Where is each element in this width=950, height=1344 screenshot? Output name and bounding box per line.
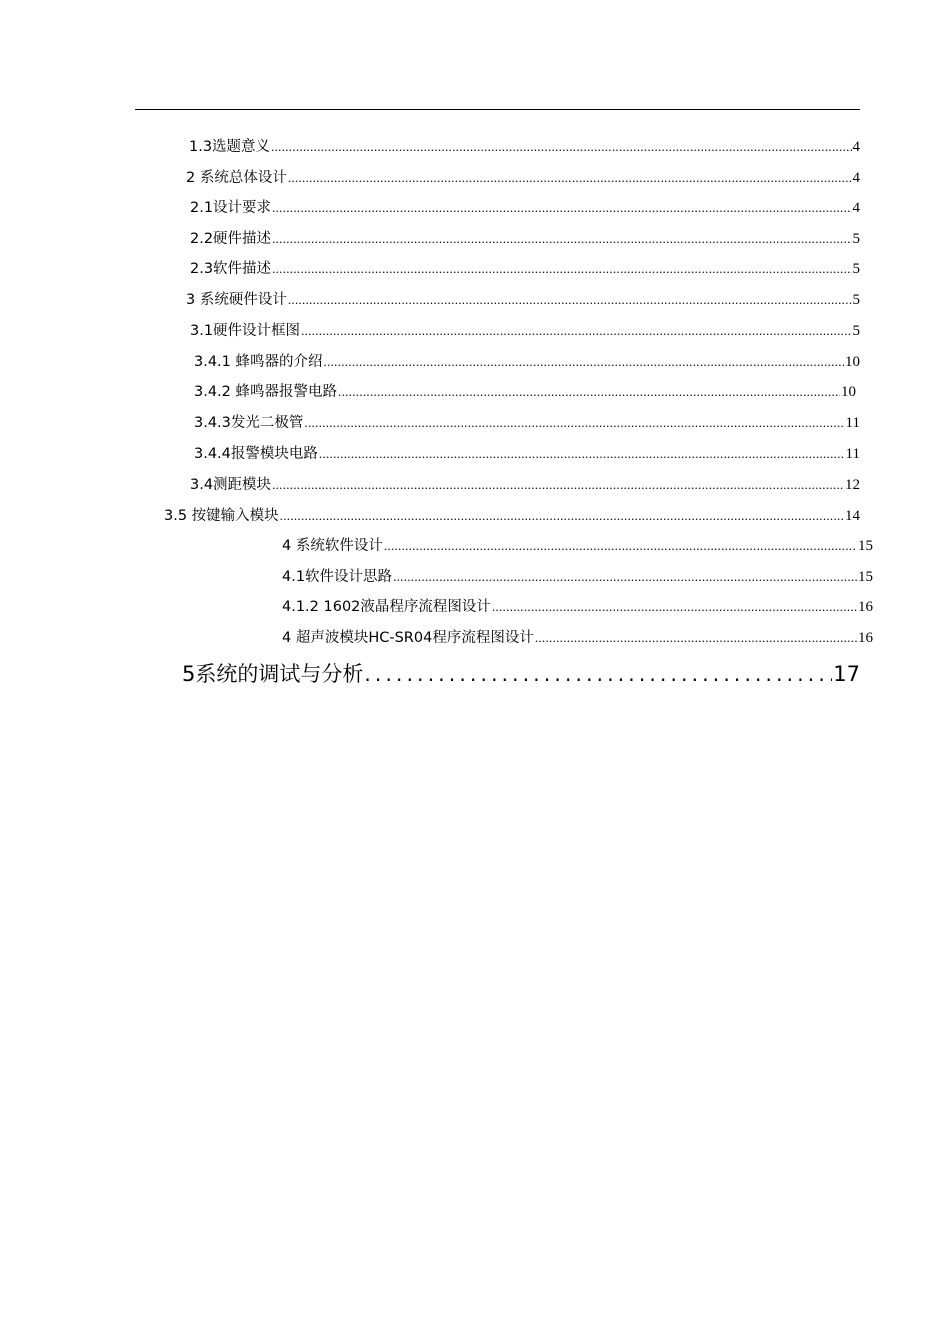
toc-page-number: 5 [852, 323, 860, 339]
toc-entry-4-hc-sr04[interactable] [282, 627, 873, 649]
toc-entry-label: 3.5 按键输入模块 [164, 508, 279, 524]
toc-page-number: 10 [841, 384, 856, 400]
toc-entry-2-3[interactable] [190, 258, 860, 280]
toc-page-number: 15 [858, 538, 873, 554]
toc-page-number: 16 [858, 630, 873, 646]
toc-dot-leader [301, 320, 851, 342]
toc-dot-leader [304, 412, 844, 434]
toc-page-number: 11 [845, 446, 860, 462]
header-rule [135, 109, 860, 110]
toc-dot-leader [393, 566, 857, 588]
toc-entry-label: 2 系统总体设计 [186, 170, 287, 186]
toc-dot-leader [271, 136, 851, 158]
toc-entry-label: 3.1硬件设计框图 [190, 323, 301, 339]
toc-entry-label: 3.4.4报警模块电路 [194, 446, 318, 462]
toc-entry-label: 2.3软件描述 [190, 261, 272, 277]
toc-dot-leader [272, 474, 844, 496]
toc-entry-2[interactable] [186, 167, 860, 189]
toc-dot-leader [338, 381, 840, 403]
toc-entry-3-4-1[interactable] [194, 351, 860, 373]
toc-page-number: 16 [858, 599, 873, 615]
toc-dot-leader [384, 535, 857, 557]
toc-entry-4-1[interactable] [282, 566, 873, 588]
toc-dot-leader [288, 289, 852, 311]
toc-dot-leader [535, 627, 857, 649]
toc-page-number: 4 [852, 170, 860, 186]
toc-entry-label: 4.1.2 1602液晶程序流程图设计 [282, 599, 491, 615]
toc-page-number: 5 [852, 292, 860, 308]
toc-dot-leader [288, 167, 852, 189]
toc-entry-3-4-3[interactable] [194, 412, 860, 434]
toc-entry-3-4-2[interactable] [194, 381, 856, 403]
toc-entry-label: 4 系统软件设计 [282, 538, 383, 554]
toc-entry-3[interactable] [186, 289, 860, 311]
toc-entry-label: 3.4.2 蜂鸣器报警电路 [194, 384, 338, 400]
toc-entry-label: 3.4.1 蜂鸣器的介绍 [194, 354, 323, 370]
toc-entry-label: 2.2硬件描述 [190, 231, 272, 247]
toc-entry-2-2[interactable] [190, 228, 860, 250]
toc-entry-label: 4 超声波模块HC-SR04程序流程图设计 [282, 630, 534, 646]
toc-page-number: 5 [852, 261, 860, 277]
toc-entry-4[interactable] [282, 535, 873, 557]
toc-entry-3-1[interactable] [190, 320, 860, 342]
toc-entry-4-1-2[interactable] [282, 596, 873, 618]
toc-page-number: 11 [845, 415, 860, 431]
toc-page-number: 10 [845, 354, 860, 370]
toc-entry-label: 3.4.3发光二极管 [194, 415, 304, 431]
toc-entry-3-4[interactable] [190, 474, 860, 496]
toc-dot-leader [272, 258, 851, 280]
toc-entry-3-5[interactable] [164, 505, 860, 527]
toc-page-number: 4 [852, 200, 860, 216]
toc-entry-1-3[interactable] [189, 136, 860, 158]
toc-page-number: 4 [852, 139, 860, 155]
toc-dot-leader [280, 505, 844, 527]
toc-dot-leader [272, 197, 851, 219]
toc-entry-2-1[interactable] [190, 197, 860, 219]
toc-dot-leader [272, 228, 851, 250]
toc-entry-label: 5系统的调试与分析 [182, 662, 364, 686]
toc-dot-leader [319, 443, 845, 465]
toc-dot-leader [324, 351, 844, 373]
toc-dot-leader [492, 596, 857, 618]
toc-entry-label: 3 系统硬件设计 [186, 292, 287, 308]
toc-page-number: 5 [852, 231, 860, 247]
toc-entry-3-4-4[interactable] [194, 443, 860, 465]
toc-entry-label: 3.4测距模块 [190, 477, 272, 493]
toc-entry-label: 2.1设计要求 [190, 200, 272, 216]
toc-entry-label: 1.3选题意义 [189, 139, 271, 155]
toc-entry-label: 4.1软件设计思路 [282, 569, 393, 585]
toc-entry-5[interactable] [182, 657, 860, 691]
toc-dot-leader [364, 657, 832, 691]
toc-page-number: 14 [845, 508, 860, 524]
toc-page-number: 12 [845, 477, 860, 493]
toc-page-number: 15 [858, 569, 873, 585]
toc-page-number: 17 [833, 662, 860, 686]
